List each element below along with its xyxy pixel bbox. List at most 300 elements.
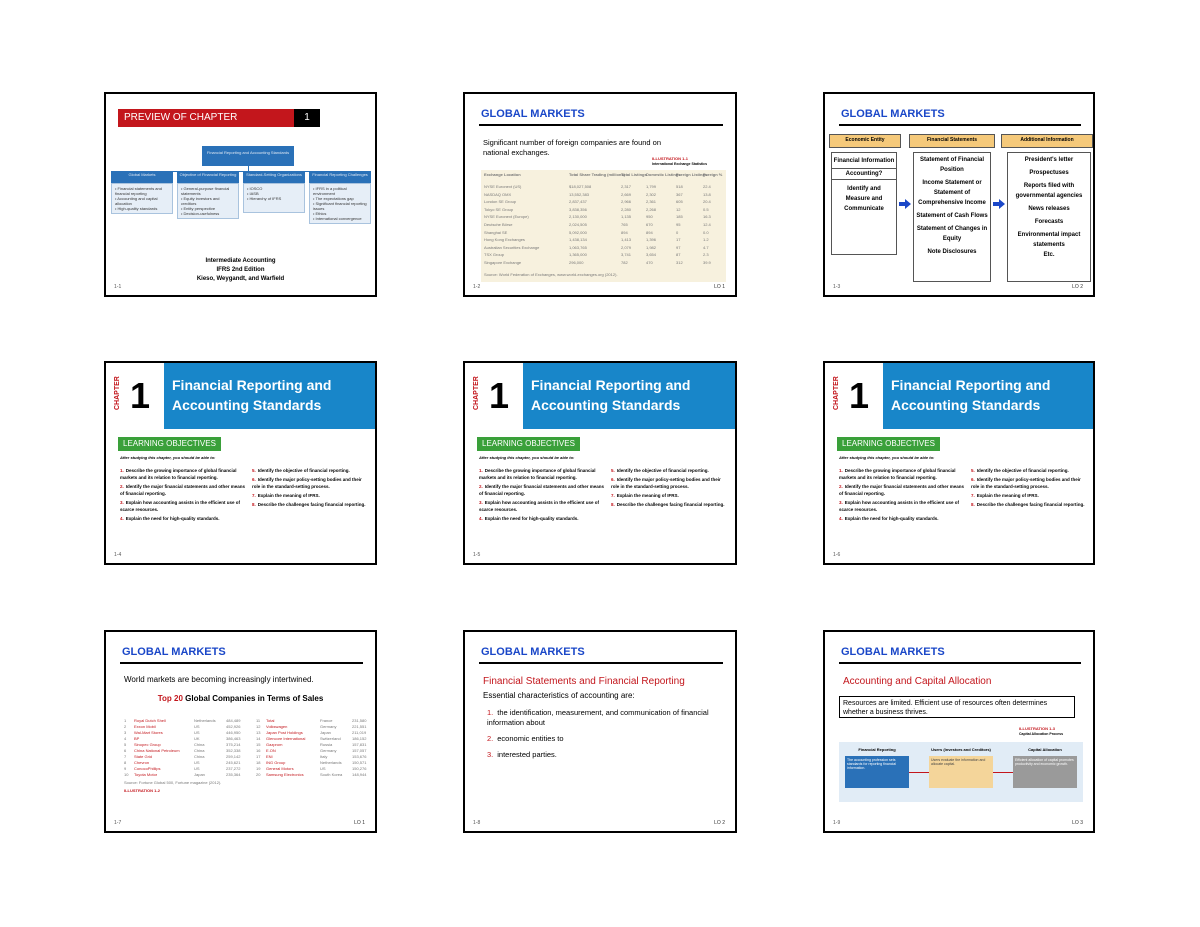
table-cell: 605 — [676, 199, 683, 205]
top20-cell: Germany — [320, 748, 337, 753]
table-cell: 20.4 — [703, 199, 711, 205]
top20-cell: ENI — [266, 754, 273, 759]
slide-8-essential-characteristics — [463, 630, 737, 833]
table-cell: 95 — [676, 222, 681, 227]
top20-cell: China — [194, 742, 205, 747]
header-economic-entity: Economic Entity — [829, 134, 901, 148]
table-cell: 2,024,505 — [569, 222, 587, 227]
objectives-intro: After studying this chapter, you should be able to: — [479, 455, 575, 460]
add-item: Prospectuses — [1029, 170, 1069, 176]
top20-cell: 157,057 — [352, 748, 367, 753]
top20-cell: Gazprom — [266, 742, 283, 747]
org-column-head: Financial Reporting Challenges — [309, 171, 371, 183]
top20-cell: 484,489 — [226, 718, 241, 723]
table-cell: 950 — [646, 214, 653, 220]
org-item: • IFRS in a political environment — [313, 186, 347, 196]
top20-cell: Samsung Electronics — [266, 772, 304, 777]
credit-line: Kieso, Weygandt, and Warfield — [196, 276, 285, 282]
table-cell: Singapore Exchange — [484, 260, 522, 265]
table-cell: 782 — [621, 260, 628, 265]
process-step — [1013, 747, 1077, 797]
illustration-label: ILLUSTRATION 1-1 — [652, 156, 688, 161]
objective-item: 3. Explain how accounting assists in the efficient use of scarce resources. — [120, 500, 241, 512]
table-header-cell: Exchange Location — [484, 172, 521, 177]
top20-cell: 150,276 — [352, 766, 367, 771]
table-cell: 2,280 — [621, 206, 632, 212]
page-number: 1-8 — [473, 820, 481, 826]
top20-cell: Netherlands — [320, 760, 342, 765]
exchange-table — [481, 170, 726, 282]
objectives-intro: After studying this chapter, you should be able to: — [839, 455, 935, 460]
slide-7-top-companies — [104, 630, 377, 833]
slide-9-capital-allocation — [823, 630, 1095, 833]
objective-item: 4. Explain the need for high-quality standards. — [120, 516, 220, 521]
objective-item: 6. Identify the major policy-setting bodies and their role in the standard-setting process. — [611, 477, 721, 489]
fs-item: Statement of Changes in Equity — [916, 226, 988, 242]
title-rule — [479, 124, 723, 126]
table-cell: 367 — [676, 191, 683, 197]
org-item: • General-purpose financial statements — [181, 186, 230, 196]
org-chart-root: Financial Reporting and Accounting Standards — [202, 146, 294, 166]
top20-cell: Exxon Mobil — [134, 724, 156, 729]
objective-item: 6. Identify the major policy-setting bodies and their role in the standard-setting process. — [971, 477, 1081, 489]
slide-title: GLOBAL MARKETS — [481, 108, 585, 120]
illustration-label: ILLUSTRATION 1-3 — [1019, 726, 1055, 731]
table-cell: 470 — [646, 260, 653, 265]
chapter-title — [531, 375, 690, 415]
top20-cell: Toyota Motor — [134, 772, 158, 777]
table-cell: 2,268 — [646, 206, 657, 212]
process-step — [845, 747, 909, 797]
fs-item: Note Disclosures — [927, 249, 977, 255]
table-cell: 0 — [676, 229, 679, 235]
slide-subtitle: Financial Statements and Financial Reporting — [483, 676, 685, 687]
org-column-head: Global Markets — [111, 171, 173, 183]
chapter-title — [172, 375, 331, 415]
table-cell: $18,027,508 — [569, 184, 592, 189]
top20-cell: 231,580 — [352, 718, 367, 723]
chapter-banner — [106, 363, 375, 429]
financial-statements-box — [913, 152, 991, 282]
slide-title: GLOBAL MARKETS — [122, 646, 226, 658]
top20-cell: 19 — [256, 766, 261, 771]
chapter-number: 1 — [849, 375, 870, 416]
top20-cell: Volkswagen — [266, 724, 288, 729]
chapter-number: 1 — [489, 375, 510, 416]
top20-cell: 8 — [124, 760, 127, 765]
org-column — [111, 171, 173, 214]
slide-title: GLOBAL MARKETS — [841, 108, 945, 120]
top20-cell: 235,364 — [226, 772, 241, 777]
top20-cell: 153,676 — [352, 754, 367, 759]
table-cell: 1,365,000 — [569, 252, 587, 258]
characteristics-list — [487, 708, 715, 766]
table-header-cell: Domestic Listings — [646, 172, 681, 177]
lead-text: Essential characteristics of accounting are: — [483, 691, 635, 700]
table-cell: 1.2 — [703, 237, 709, 243]
top20-cell: Italy — [320, 754, 328, 759]
intro-text: World markets are becoming increasingly intertwined. — [124, 675, 314, 684]
add-item: News releases — [1028, 206, 1070, 212]
top20-cell: 237,272 — [226, 766, 241, 771]
fs-item: Statement of Financial Position — [919, 157, 984, 173]
add-item: Reports filed with governmental agencies — [1015, 183, 1083, 199]
org-column — [177, 171, 239, 219]
top20-cell: China — [194, 754, 205, 759]
chapter-title-line: Accounting Standards — [891, 397, 1041, 413]
right-arrow-icon — [899, 198, 911, 210]
top20-cell: Japan — [320, 730, 331, 735]
chapter-banner — [465, 363, 735, 429]
org-column-head: Standard-Setting Organizations — [243, 171, 305, 183]
preview-chapter-number: 1 — [294, 109, 320, 127]
table-cell: 2,302 — [646, 191, 657, 197]
table-cell: 3,741 — [621, 252, 632, 258]
org-column-body — [111, 183, 173, 214]
chapter-word: CHAPTER — [473, 376, 480, 410]
title-rule — [479, 662, 723, 664]
top20-cell: Netherlands — [194, 718, 216, 723]
top20-cell: Japan Post Holdings — [266, 730, 303, 735]
objective-item: 4. Explain the need for high-quality standards. — [479, 516, 579, 521]
org-item: • IASB — [247, 191, 259, 196]
objectives-right-list — [611, 467, 729, 510]
top20-cell: Royal Dutch Shell — [134, 718, 166, 723]
top20-cell: ING Group — [266, 760, 286, 765]
chapter-number: 1 — [130, 375, 151, 416]
page-number: 1-6 — [833, 552, 841, 558]
org-column-head: Objective of Financial Reporting — [177, 171, 239, 183]
objective-item: 2. Identify the major financial statements and other means of financial reporting. — [839, 484, 965, 496]
characteristic-item: 3. interested parties. — [487, 750, 557, 759]
org-item: • High-quality standards — [115, 206, 158, 211]
table-header-cell: Foreign % — [703, 172, 723, 177]
table-source: Source: World Federation of Exchanges, www.world-exchanges.org (2012). — [484, 272, 618, 277]
table-cell: 1,413 — [621, 237, 632, 243]
top20-cell: Sinopec Group — [134, 742, 161, 747]
chapter-title-line: Accounting Standards — [172, 397, 322, 413]
org-column-body — [243, 183, 305, 213]
slide-4-chapter — [104, 361, 377, 565]
table-cell: 185 — [676, 214, 683, 220]
illustration-subtitle: International Exchange Statistics — [652, 162, 708, 166]
chapter-word: CHAPTER — [833, 376, 840, 410]
org-column — [243, 171, 305, 213]
top20-cell: China National Petroleum — [134, 748, 180, 753]
page-number: 1-9 — [833, 820, 841, 826]
top20-cell: 16 — [256, 748, 261, 753]
top20-cell: E.ON — [266, 748, 276, 753]
slide-subtitle: Accounting and Capital Allocation — [843, 676, 992, 687]
top20-cell: Japan — [194, 772, 205, 777]
page-number: 1-4 — [114, 552, 122, 558]
table-cell: 765 — [621, 222, 628, 227]
org-item: • Entity perspective — [181, 206, 216, 211]
top20-cell: 7 — [124, 754, 127, 759]
table-cell: 2,079 — [621, 244, 632, 250]
objective-item: 1. Describe the growing importance of global financial markets and its relation to financial reporting. — [120, 468, 237, 480]
slide-6-chapter — [823, 361, 1095, 565]
top20-cell: 14 — [256, 736, 261, 741]
top20-cell: 5 — [124, 742, 127, 747]
top20-cell: ConocoPhillips — [134, 766, 161, 771]
objectives-right-list — [252, 467, 370, 510]
top20-cell: 15 — [256, 742, 261, 747]
preview-title: PREVIEW OF CHAPTER — [118, 109, 294, 127]
top20-cell: 259,142 — [226, 754, 241, 759]
top20-cell: China — [194, 748, 205, 753]
top20-cell: 11 — [256, 718, 261, 723]
objective-item: 3. Explain how accounting assists in the efficient use of scarce resources. — [839, 500, 960, 512]
objective-item: 5. Identify the objective of financial reporting. — [611, 468, 709, 473]
top20-cell: 17 — [256, 754, 261, 759]
table-cell: TSX Group — [484, 252, 505, 258]
add-item: President's letter — [1024, 157, 1074, 163]
objective-item: 8. Describe the challenges facing financial reporting. — [611, 502, 725, 507]
top20-cell: BP — [134, 736, 140, 741]
identify-measure-communicate: Identify and Measure and Communicate — [844, 186, 884, 212]
right-arrow-icon — [993, 198, 1005, 210]
table-cell: 97 — [676, 244, 681, 250]
top20-cell: South Korea — [320, 772, 343, 777]
top20-cell: Chevron — [134, 760, 150, 765]
table-cell: 1,438,134 — [569, 237, 587, 243]
credit-line: Intermediate Accounting — [205, 258, 276, 264]
illustration-subtitle: Capital Allocation Process — [1019, 732, 1064, 736]
page-number: 1-5 — [473, 552, 481, 558]
add-item: Etc. — [1043, 252, 1055, 258]
objectives-left-list — [479, 467, 605, 524]
objective-item: 7. Explain the meaning of IFRS. — [252, 493, 320, 498]
title-rule — [839, 662, 1081, 664]
objectives-left-list — [839, 467, 965, 524]
additional-information-box — [1007, 152, 1091, 282]
top20-cell: 150,571 — [352, 760, 367, 765]
objective-item: 1. Describe the growing importance of global financial markets and its relation to financial reporting. — [479, 468, 596, 480]
top20-cell: 10 — [124, 772, 129, 777]
table-cell: 2,361 — [646, 199, 657, 205]
top20-cell: 452,926 — [226, 724, 241, 729]
chapter-word: CHAPTER — [114, 376, 121, 410]
top20-cell: 186,152 — [352, 736, 367, 741]
table-cell: Shanghai SE — [484, 229, 508, 235]
org-item: • The expectations gap — [313, 196, 354, 201]
objective-item: 2. Identify the major financial statements and other means of financial reporting. — [120, 484, 246, 496]
table-cell: 1,396 — [646, 237, 657, 243]
illustration-label: ILLUSTRATION 1-2 — [124, 788, 160, 793]
top20-cell: 446,950 — [226, 730, 241, 735]
page-number: 1-3 — [833, 284, 841, 290]
objective-item: 6. Identify the major policy-setting bodies and their role in the standard-setting process. — [252, 477, 362, 489]
table-cell: 4.7 — [703, 244, 709, 250]
table-cell: 0.5 — [703, 206, 709, 212]
process-step-head: Capital Allocation — [1028, 747, 1062, 752]
org-item: • Accounting and capital allocation — [115, 196, 158, 206]
top20-cell: 1 — [124, 718, 127, 723]
table-cell: 17 — [676, 237, 681, 243]
table-cell: Hong Kong Exchanges — [484, 237, 525, 243]
characteristic-item: 2. economic entities to — [487, 734, 564, 743]
top20-cell: General Motors — [266, 766, 294, 771]
objectives-right-list — [971, 467, 1089, 510]
process-step-body: Users evaluate the information and allocate capital. — [929, 756, 993, 788]
characteristic-item: 1. the identification, measurement, and communication of financial information about — [487, 708, 709, 727]
table-cell: 16.3 — [703, 214, 711, 220]
lo-tag: LO 3 — [1072, 820, 1083, 826]
top20-heading: Top 20 Global Companies in Terms of Sales — [157, 694, 324, 703]
title-rule — [839, 124, 1081, 126]
accounting-label: Accounting? — [832, 168, 896, 180]
top20-cell: UK — [194, 736, 200, 741]
page-number: 1-7 — [114, 820, 122, 826]
chapter-title-line: Financial Reporting and — [531, 377, 691, 393]
credit-line: IFRS 2nd Edition — [216, 267, 265, 273]
table-header-cell: Total Share Trading (millions) — [569, 172, 625, 177]
table-cell: NYSE Euronext (US) — [484, 184, 522, 189]
table-cell: 670 — [646, 222, 653, 227]
page-number: 1-1 — [114, 284, 122, 290]
process-step-head: Users (Investors and Creditors) — [931, 747, 991, 752]
table-cell: 2,669 — [621, 191, 632, 197]
top20-cell: 211,019 — [352, 730, 367, 735]
top20-cell: US — [320, 766, 326, 771]
top20-cell: US — [194, 724, 200, 729]
table-cell: 1,982 — [646, 244, 657, 250]
table-cell: 3,838,356 — [569, 206, 587, 212]
org-item: • Ethics — [313, 211, 327, 216]
intro-text: Significant number of foreign companies are found on national exchanges. — [483, 138, 662, 157]
objective-item: 1. Describe the growing importance of global financial markets and its relation to financial reporting. — [839, 468, 956, 480]
process-step-body: Efficient allocation of capital promotes productivity and economic growth. — [1013, 756, 1077, 788]
learning-objectives-badge: LEARNING OBJECTIVES — [837, 437, 940, 451]
objective-item: 8. Describe the challenges facing financial reporting. — [252, 502, 366, 507]
top20-cell: 352,338 — [226, 748, 241, 753]
org-item: • Decision-usefulness — [181, 211, 220, 216]
table-cell: 13.8 — [703, 191, 711, 197]
table-cell: 894 — [646, 229, 653, 235]
table-cell: 13,552,383 — [569, 191, 590, 197]
lo-tag: LO 1 — [354, 820, 365, 826]
resources-box: Resources are limited. Efficient use of resources often determines whether a business thrives. — [839, 696, 1075, 718]
table-cell: NYSE Euronext (Europe) — [484, 214, 529, 220]
page-number: 1-2 — [473, 284, 481, 290]
table-cell: Australian Securities Exchange — [484, 244, 540, 250]
capital-allocation-diagram — [839, 742, 1083, 802]
chapter-title — [891, 375, 1050, 415]
table-cell: 894 — [621, 229, 628, 235]
top20-cell: Total — [266, 718, 275, 723]
org-column-body — [309, 183, 371, 224]
add-item: Forecasts — [1034, 219, 1064, 225]
chapter-title-line: Financial Reporting and — [891, 377, 1051, 393]
top20-cell: 386,463 — [226, 736, 241, 741]
table-cell: 22.4 — [703, 184, 711, 189]
economic-entity-box — [831, 152, 897, 255]
table-cell: 1,135 — [621, 214, 632, 220]
process-step-head: Financial Reporting — [858, 747, 896, 752]
top20-cell: US — [194, 766, 200, 771]
table-cell: 12 — [676, 206, 681, 212]
top20-cell: Russia — [320, 742, 333, 747]
table-cell: 312 — [676, 260, 683, 265]
financial-information-label: Financial Information — [833, 158, 895, 164]
top20-cell: State Grid — [134, 754, 153, 759]
objective-item: 3. Explain how accounting assists in the efficient use of scarce resources. — [479, 500, 600, 512]
top20-cell: 12 — [256, 724, 261, 729]
objectives-intro: After studying this chapter, you should be able to: — [120, 455, 216, 460]
table-header-cell: Total Listings — [621, 172, 647, 177]
table-cell: 39.9 — [703, 260, 711, 265]
top20-cell: 20 — [256, 772, 261, 777]
table-cell: 12.4 — [703, 222, 711, 227]
table-cell: 87 — [676, 252, 681, 258]
fs-item: Statement of Cash Flows — [916, 213, 988, 219]
org-column-body — [177, 183, 239, 219]
objective-item: 4. Explain the need for high-quality standards. — [839, 516, 939, 521]
learning-objectives-badge: LEARNING OBJECTIVES — [477, 437, 580, 451]
table-cell: 3,654 — [646, 252, 657, 258]
table-cell: 2,966 — [621, 199, 632, 205]
table-cell: 0.0 — [703, 229, 709, 235]
header-additional-information: Additional Information — [1001, 134, 1093, 148]
table-cell: Deutsche Börse — [484, 222, 513, 227]
table-cell: London SE Group — [484, 199, 517, 205]
process-step — [929, 747, 993, 797]
table-cell: 5,092,000 — [569, 229, 587, 235]
add-item: Environmental impact statements — [1017, 232, 1081, 248]
top20-cell: Glencore International — [266, 736, 306, 741]
objective-item: 5. Identify the objective of financial reporting. — [971, 468, 1069, 473]
org-item: • Hierarchy of IFRS — [247, 196, 282, 201]
top20-cell: US — [194, 730, 200, 735]
chapter-title-line: Financial Reporting and — [172, 377, 332, 393]
top20-cell: France — [320, 718, 333, 723]
table-source: Source: Fortune Global 500, Fortune magazine (2012). — [124, 780, 222, 785]
top20-cell: US — [194, 760, 200, 765]
table-cell: 1,799 — [646, 184, 657, 189]
header-financial-statements: Financial Statements — [909, 134, 995, 148]
top20-cell: 13 — [256, 730, 261, 735]
process-step-body: The accounting profession sets standards for reporting financial information. — [845, 756, 909, 788]
objective-item: 7. Explain the meaning of IFRS. — [971, 493, 1039, 498]
top20-cell: 375,214 — [226, 742, 241, 747]
top20-cell: 9 — [124, 766, 127, 771]
fs-item: Income Statement or Statement of Comprehensive Income — [918, 180, 986, 206]
table-header-cell: Foreign Listings — [676, 172, 708, 177]
table-cell: 2,837,437 — [569, 199, 587, 205]
top20-cell: 4 — [124, 736, 127, 741]
slide-2-exchanges — [463, 92, 737, 297]
objective-item: 2. Identify the major financial statements and other means of financial reporting. — [479, 484, 605, 496]
top20-cell: Switzerland — [320, 736, 341, 741]
top20-cell: 6 — [124, 748, 127, 753]
top20-cell: 18 — [256, 760, 261, 765]
objective-item: 7. Explain the meaning of IFRS. — [611, 493, 679, 498]
table-cell: 296,000 — [569, 260, 584, 265]
slide-title: GLOBAL MARKETS — [481, 646, 585, 658]
lo-tag: LO 2 — [1072, 284, 1083, 290]
chapter-title-line: Accounting Standards — [531, 397, 681, 413]
table-cell: 2.3 — [703, 252, 709, 258]
slide-5-chapter — [463, 361, 737, 565]
org-item: • Significant financial reporting issues — [313, 201, 367, 211]
lo-tag: LO 2 — [714, 820, 725, 826]
top20-cell: 157,831 — [352, 742, 367, 747]
table-cell: Tokyo SE Group — [484, 206, 514, 212]
org-item: • International convergence — [313, 216, 362, 221]
org-column — [309, 171, 371, 224]
objectives-left-list — [120, 467, 246, 524]
